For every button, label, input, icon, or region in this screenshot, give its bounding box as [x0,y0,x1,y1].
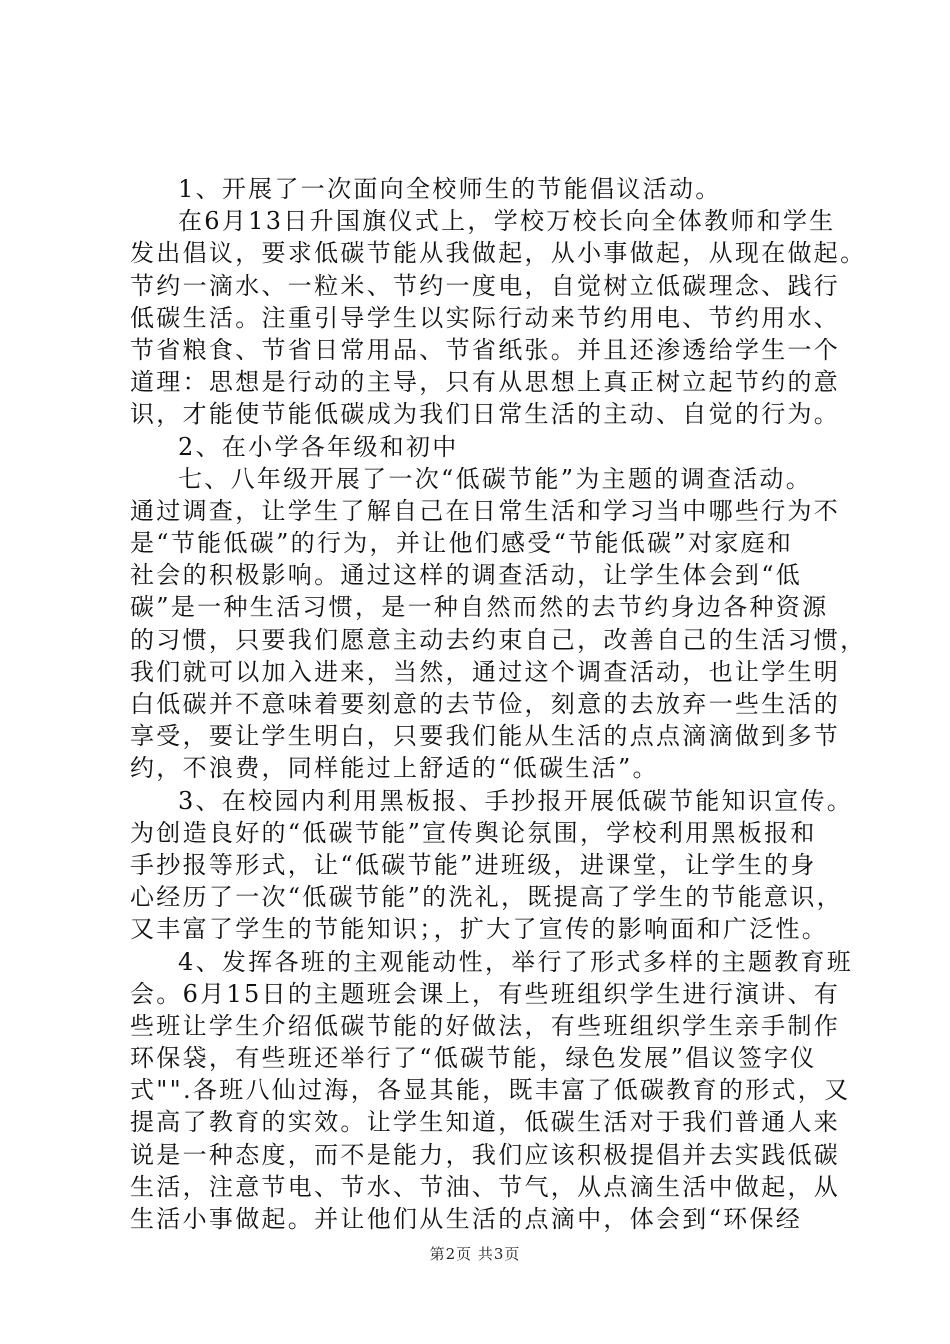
text-line: 通过调查，让学生了解自己在日常生活和学习当中哪些行为不 [130,496,841,525]
text-line: 节省粮食、节省日常用品、节省纸张。并且还渗透给学生一个 [130,335,841,364]
text-line: 会。6月15日的主题班会课上，有些班组织学生进行演讲、有 [130,979,841,1008]
text-line: 生活小事做起。并让他们从生活的点滴中，体会到“环保经 [130,1205,803,1233]
text-line: 白低碳并不意味着要刻意的去节俭，刻意的去放弃一些生活的 [130,690,841,718]
text-line: 发出倡议，要求低碳节能从我做起，从小事做起，从现在做起。 [130,239,867,268]
text-line: 式"".各班八仙过海，各显其能，既丰富了低碳教育的形式，又 [130,1076,851,1105]
text-line: 生活，注意节电、节水、节油、节气，从点滴生活中做起，从 [130,1172,841,1201]
text-line: 社会的积极影响。通过这样的调查活动，让学生体会到“低 [130,561,803,590]
text-line: 说是一种态度，而不是能力，我们应该积极提倡并去实践低碳 [130,1140,841,1169]
text-line: 3、在校园内利用黑板报、手抄报开展低碳节能知识宣传。 [178,786,854,815]
page-number-footer: 第2页 共3页 [429,1245,521,1263]
text-line: 提高了教育的实效。让学生知道，低碳生活对于我们普通人来 [130,1108,841,1137]
text-line: 4、发挥各班的主观能动性，举行了形式多样的主题教育班 [178,947,854,976]
text-line: 又丰富了学生的节能知识；，扩大了宣传的影响面和广泛性。 [130,915,829,944]
text-line: 心经历了一次“低碳节能”的洗礼，既提高了学生的节能意识， [130,883,843,912]
text-line: 约，不浪费，同样能过上舒适的“低碳生活”。 [130,754,659,783]
text-line: 道理：思想是行动的主导，只有从思想上真正树立起节约的意 [130,368,841,397]
text-line: 碳”是一种生活习惯，是一种自然而然的去节约身边各种资源 [130,593,829,622]
text-line: 我们就可以加入进来，当然，通过这个调查活动，也让学生明 [130,657,841,686]
text-line: 七、八年级开展了一次“低碳节能”为主题的调查活动。 [178,464,813,493]
text-line: 低碳生活。注重引导学生以实际行动来节约用电、节约用水、 [130,303,841,332]
text-line: 节约一滴水、一粒米、节约一度电，自觉树立低碳理念、践行 [130,271,841,300]
text-line: 手抄报等形式，让“低碳节能”进班级，进课堂，让学生的身 [130,850,817,879]
text-line: 在6月13日升国旗仪式上，学校万校长向全体教师和学生 [178,207,836,236]
text-line: 2、在小学各年级和初中 [178,432,459,461]
text-line: 为创造良好的“低碳节能”宣传舆论氛围，学校利用黑板报和 [130,818,817,847]
text-line: 享受，要让学生明白，只要我们能从生活的点点滴滴做到多节 [130,722,841,751]
text-line: 是“节能低碳”的行为，并让他们感受“节能低碳”对家庭和 [130,529,794,558]
text-line: 识，才能使节能低碳成为我们日常生活的主动、自觉的行为。 [130,400,841,429]
text-line: 些班让学生介绍低碳节能的好做法，有些班组织学生亲手制作 [130,1011,841,1040]
text-line: 的习惯，只要我们愿意主动去约束自己，改善自己的生活习惯， [130,625,867,654]
text-line: 1、开展了一次面向全校师生的节能倡议活动。 [178,175,722,203]
document-body [130,173,867,1235]
text-line: 环保袋，有些班还举行了“低碳节能，绿色发展”倡议签字仪 [130,1044,817,1073]
